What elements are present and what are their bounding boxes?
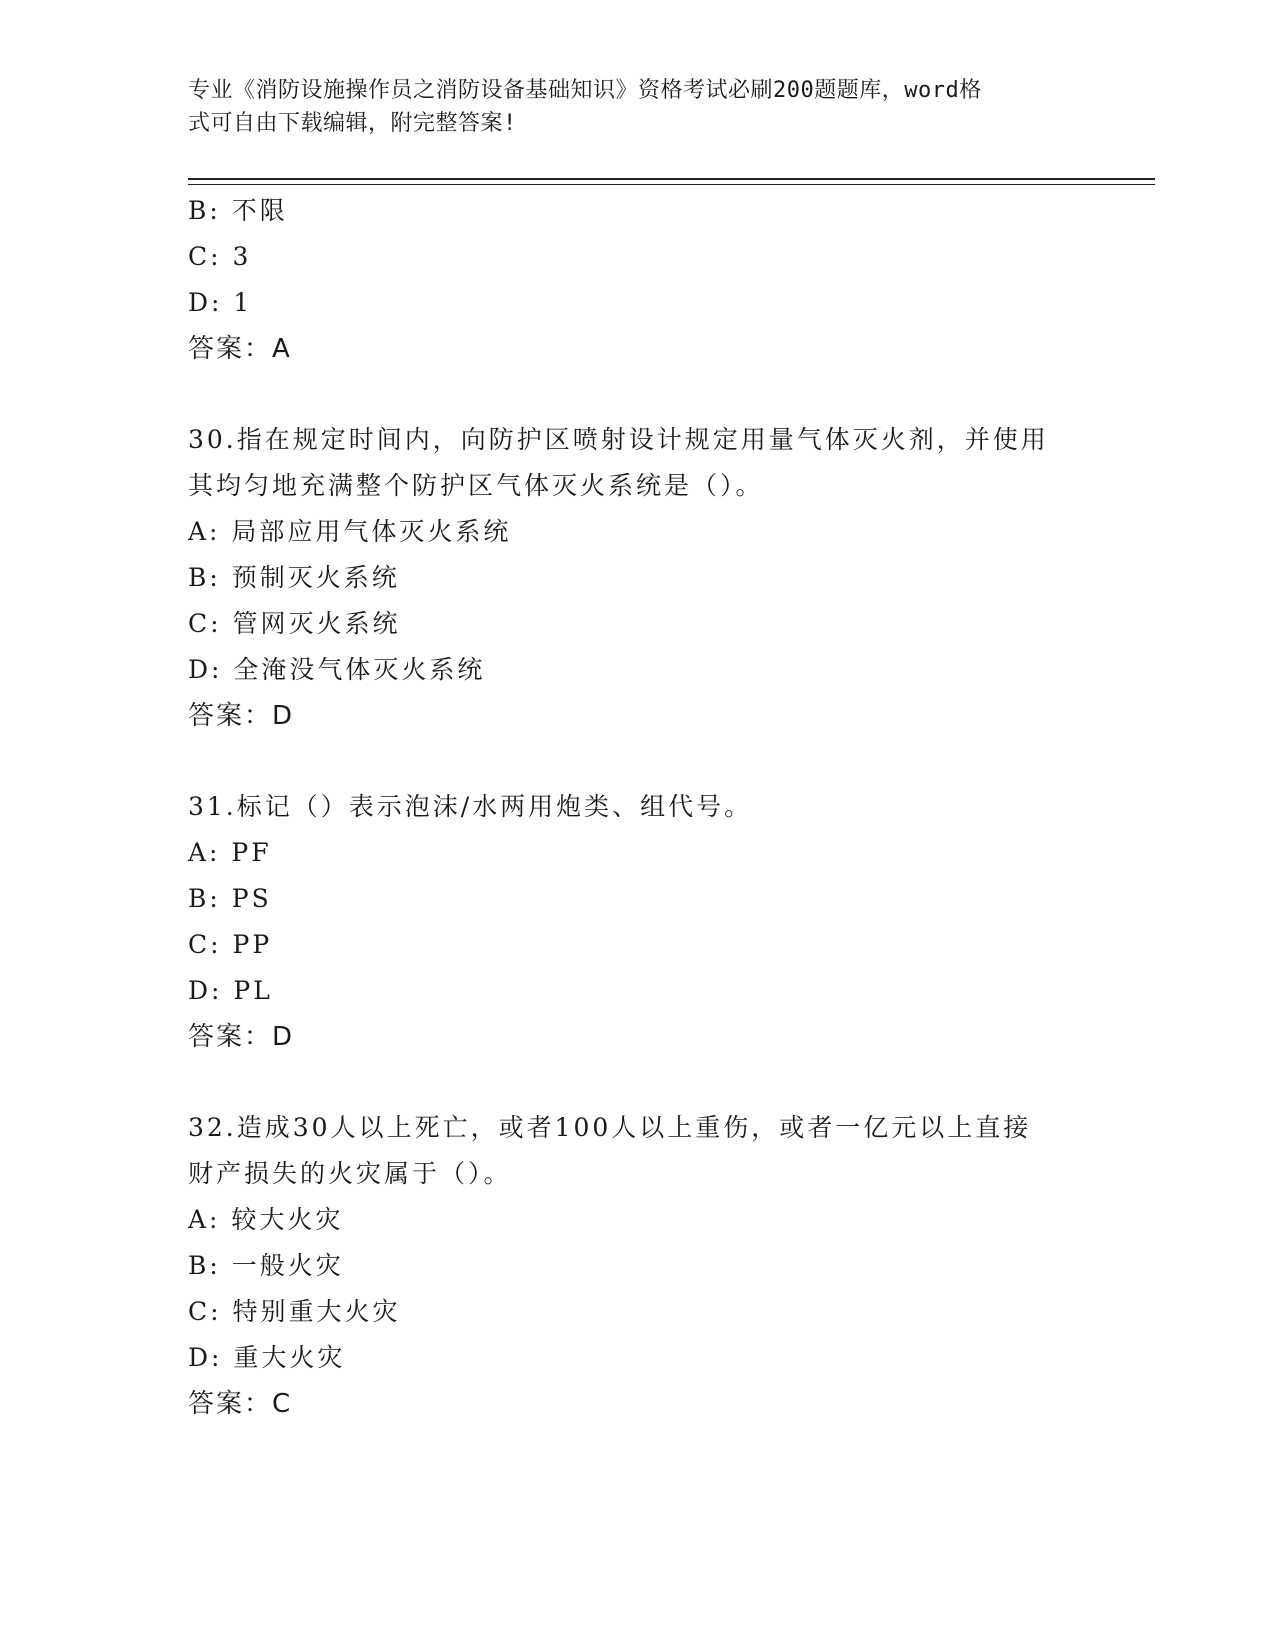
question-stem-line-1: 30.指在规定时间内，向防护区喷射设计规定用量气体灭火剂，并使用 [188, 425, 1049, 454]
question-32 [188, 1105, 1088, 1427]
option-d: D: 1 [188, 288, 253, 317]
question-stem-line-2: 其均匀地充满整个防护区气体灭火系统是（）。 [188, 471, 764, 500]
answer: 答案：A [188, 334, 292, 364]
option-c: C: 管网灭火系统 [188, 609, 401, 638]
header-rule-thick [188, 178, 1155, 180]
answer: 答案：D [188, 1022, 295, 1052]
option-b: B: 不限 [188, 196, 288, 225]
option-b: B: 一般火灾 [188, 1251, 344, 1280]
question-stem-line-2: 财产损失的火灾属于（）。 [188, 1159, 512, 1188]
question-31 [188, 784, 1088, 1060]
option-a: A: 局部应用气体灭火系统 [188, 517, 512, 546]
option-d: D: PL [188, 976, 273, 1005]
header-line-1: 专业《消防设施操作员之消防设备基础知识》资格考试必刷200题题库，word格 [188, 78, 982, 103]
option-c: C: 3 [188, 242, 252, 271]
question-29-tail [188, 188, 1088, 372]
option-b: B: 预制灭火系统 [188, 563, 400, 592]
question-stem-line-1: 32.造成30人以上死亡，或者100人以上重伤，或者一亿元以上直接 [188, 1113, 1032, 1142]
header-line-2: 式可自由下载编辑，附完整答案! [188, 111, 517, 136]
document-header [188, 74, 1068, 140]
answer: 答案：D [188, 701, 295, 731]
question-30 [188, 417, 1088, 739]
option-d: D: 全淹没气体灭火系统 [188, 655, 486, 684]
option-b: B: PS [188, 884, 272, 913]
answer: 答案：C [188, 1389, 293, 1419]
option-a: A: PF [188, 838, 272, 867]
option-c: C: PP [188, 930, 273, 959]
question-stem-line-1: 31.标记（）表示泡沫/水两用炮类、组代号。 [188, 792, 753, 821]
option-a: A: 较大火灾 [188, 1205, 344, 1234]
header-rule-thin [188, 184, 1155, 185]
option-c: C: 特别重大火灾 [188, 1297, 401, 1326]
option-d: D: 重大火灾 [188, 1343, 346, 1372]
question-list [188, 188, 1088, 1427]
